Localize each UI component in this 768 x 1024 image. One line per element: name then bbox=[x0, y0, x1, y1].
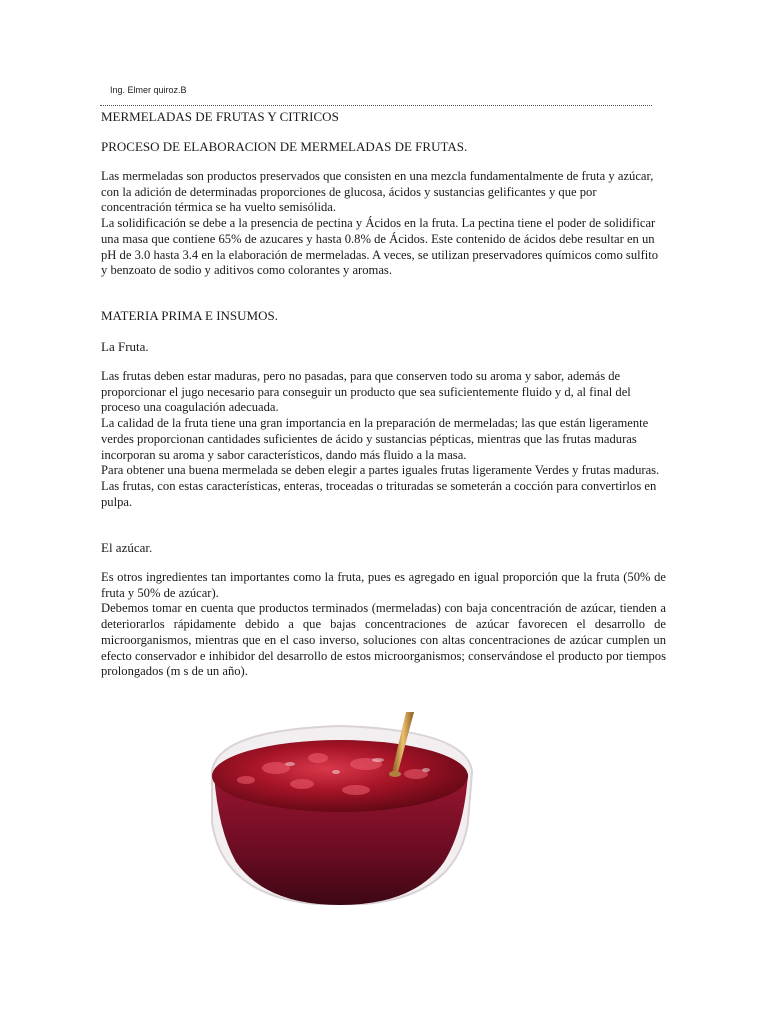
document-title: MERMELADAS DE FRUTAS Y CITRICOS bbox=[101, 109, 339, 124]
section-heading-azucar: El azúcar. bbox=[101, 540, 153, 555]
fruta-paragraph-1: Las frutas deben estar maduras, pero no pasadas, para que conserven todo su aroma y sabor, además de proporcionar el jugo necesario para conseguir un producto que sea suficientemente fluido y d, al final del proceso una coagulación adecuada. bbox=[101, 369, 631, 415]
document-subtitle: PROCESO DE ELABORACION DE MERMELADAS DE FRUTAS. bbox=[101, 139, 468, 154]
intro-section bbox=[101, 169, 666, 279]
fruta-section bbox=[101, 369, 666, 510]
section-heading-fruta: La Fruta. bbox=[101, 339, 149, 354]
azucar-paragraph-1: Es otros ingredientes tan importantes como la fruta, pues es agregado en igual proporción que la fruta (50% de fruta y 50% de azúcar). bbox=[101, 570, 666, 600]
section-heading-materia: MATERIA PRIMA E INSUMOS. bbox=[101, 308, 278, 323]
azucar-paragraph-2: Debemos tomar en cuenta que productos terminados (mermeladas) con baja concentración de azúcar, tienden a deteriorarlos rápidamente debido a que bajas concentraciones de azúcar favorecen el desarrollo de microorganismos, mientras que en el caso inverso, soluciones con altas concentraciones de azúcar cumplen un efecto conservador e inhibidor del desarrollo de estos microorganismos; conservándose el producto por tiempos prolongados (m s de un año). bbox=[101, 601, 666, 679]
intro-paragraph-1: Las mermeladas son productos preservados que consisten en una mezcla fundamentalmente de fruta y azúcar, con la adición de determinadas proporciones de glucosa, ácidos y sustancias gelificantes y que por concentración térmica se ha vuelto semisólida. bbox=[101, 169, 654, 215]
header-rule bbox=[100, 105, 652, 106]
fruta-paragraph-3: Para obtener una buena mermelada se deben elegir a partes iguales frutas ligeramente Verdes y frutas maduras. Las frutas, con estas características, enteras, troceadas o trituradas se someterán a cocción para convertirlos en pulpa. bbox=[101, 463, 660, 509]
fruta-paragraph-2: La calidad de la fruta tiene una gran importancia en la preparación de mermeladas; las que están ligeramente verdes proporcionan cantidades suficientes de ácido y sustancias pépticas, mientras que las frutas maduras incorporan su aroma y sabor característicos, dando más fluido a la masa. bbox=[101, 416, 649, 462]
author-header: Ing. Elmer quiroz.B bbox=[110, 85, 187, 95]
jam-bowl-image bbox=[206, 712, 474, 905]
intro-paragraph-2: La solidificación se debe a la presencia de pectina y Ácidos en la fruta. La pectina tiene el poder de solidificar una masa que contiene 65% de azucares y hasta 0.8% de Ácidos. Este contenido de ácidos debe resultar en un pH de 3.0 hasta 3.4 en la elaboración de mermeladas. A veces, se utilizan preservadores químicos como sulfito y benzoato de sodio y aditivos como colorantes y aromas. bbox=[101, 216, 659, 278]
azucar-section bbox=[101, 570, 666, 680]
